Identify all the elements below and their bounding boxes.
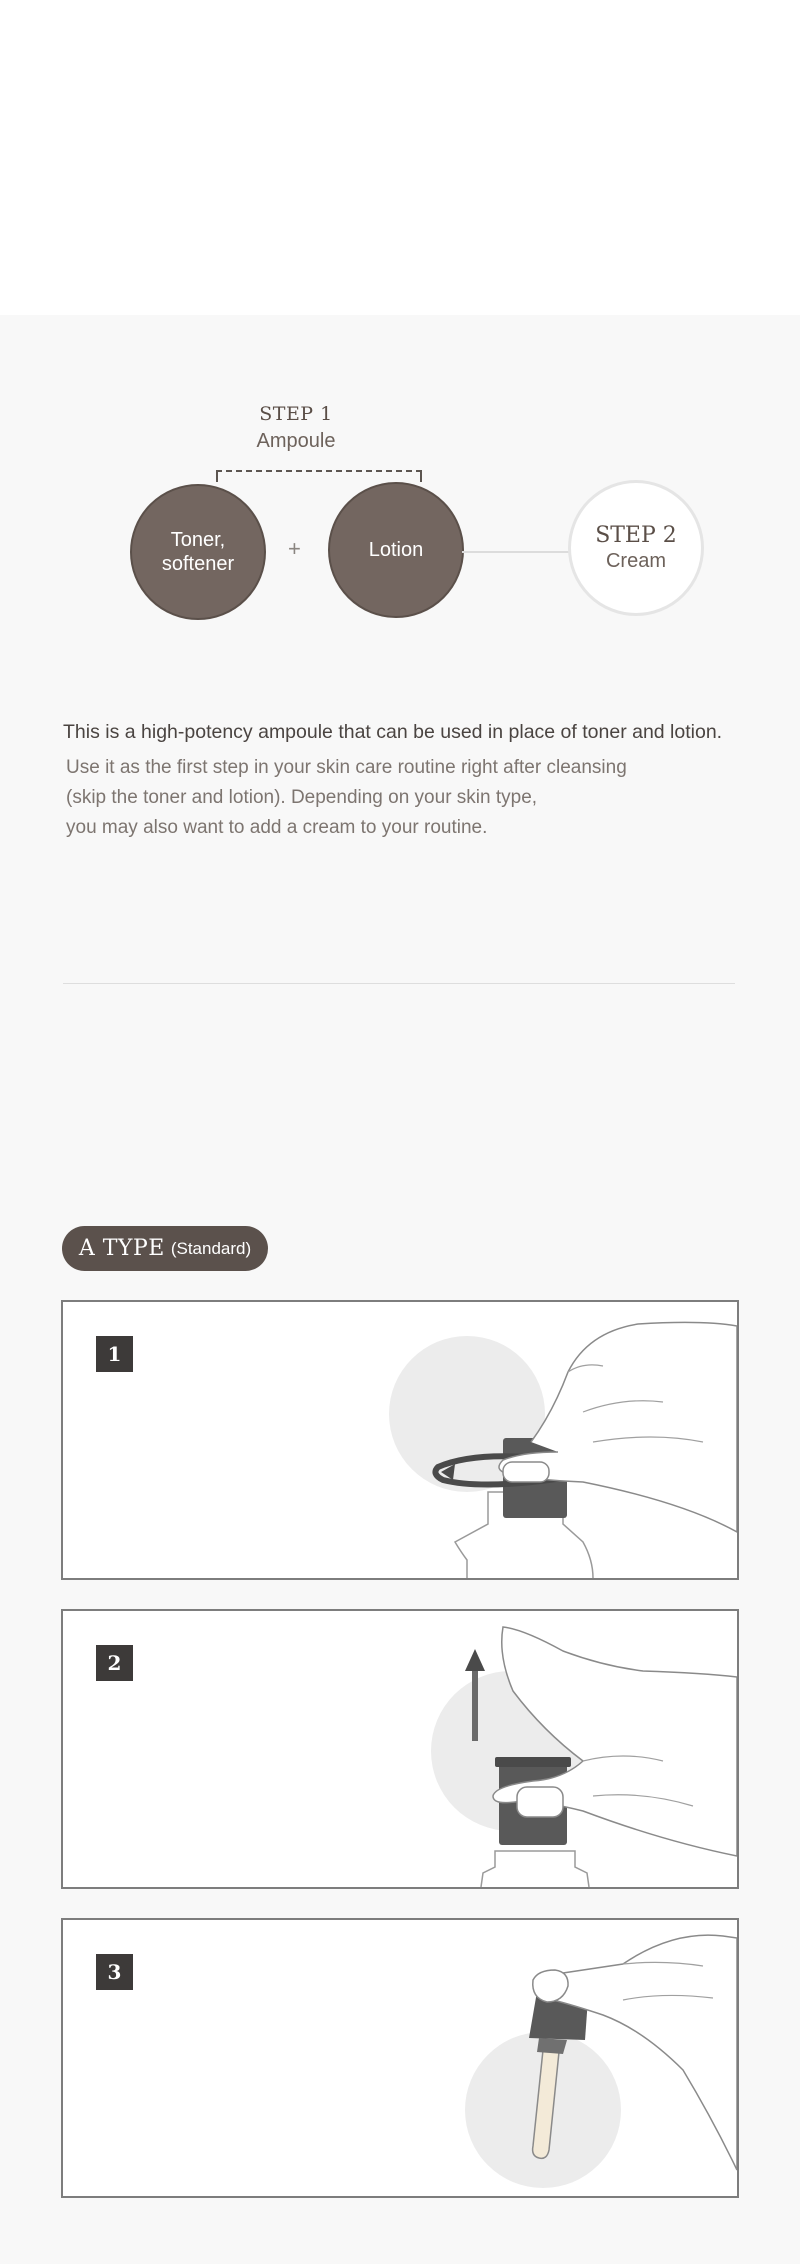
lotion-circle-label: Lotion	[368, 539, 424, 561]
step-connector-line	[462, 551, 572, 553]
twist-cap-icon	[63, 1302, 737, 1578]
step-number-3: 3	[96, 1954, 133, 1990]
step1-subtitle: Ampoule	[256, 430, 336, 452]
description-line: Use it as the first step in your skin care routine right after cleansing	[66, 757, 627, 778]
step-card-1	[61, 1300, 739, 1580]
top-blank-area	[0, 0, 800, 315]
step2-title: STEP 2	[595, 523, 677, 548]
toner-circle-label: Toner, softener	[161, 529, 235, 575]
cream-circle	[568, 480, 704, 616]
toner-circle	[130, 484, 266, 620]
section-divider	[63, 983, 735, 984]
lotion-circle	[328, 482, 464, 618]
lift-cap-icon	[63, 1611, 737, 1887]
type-badge-subtitle: (Standard)	[170, 1238, 252, 1258]
description-line: you may also want to add a cream to your routine.	[66, 817, 488, 838]
step-number-2: 2	[96, 1645, 133, 1681]
dropper-icon	[63, 1920, 737, 2196]
step1-bracket	[216, 470, 422, 482]
description-line: (skip the toner and lotion). Depending on your skin type,	[66, 787, 538, 808]
type-badge	[62, 1226, 268, 1271]
step1-title: STEP 1	[259, 403, 333, 425]
type-badge-title: A TYPE	[78, 1236, 165, 1261]
step2-subtitle: Cream	[605, 550, 666, 572]
description-lead: This is a high-potency ampoule that can be used in place of toner and lotion.	[63, 721, 723, 743]
plus-sign: +	[288, 536, 301, 561]
description-body	[66, 753, 627, 843]
step-card-2	[61, 1609, 739, 1889]
step-card-3	[61, 1918, 739, 2198]
step-number-1: 1	[96, 1336, 133, 1372]
